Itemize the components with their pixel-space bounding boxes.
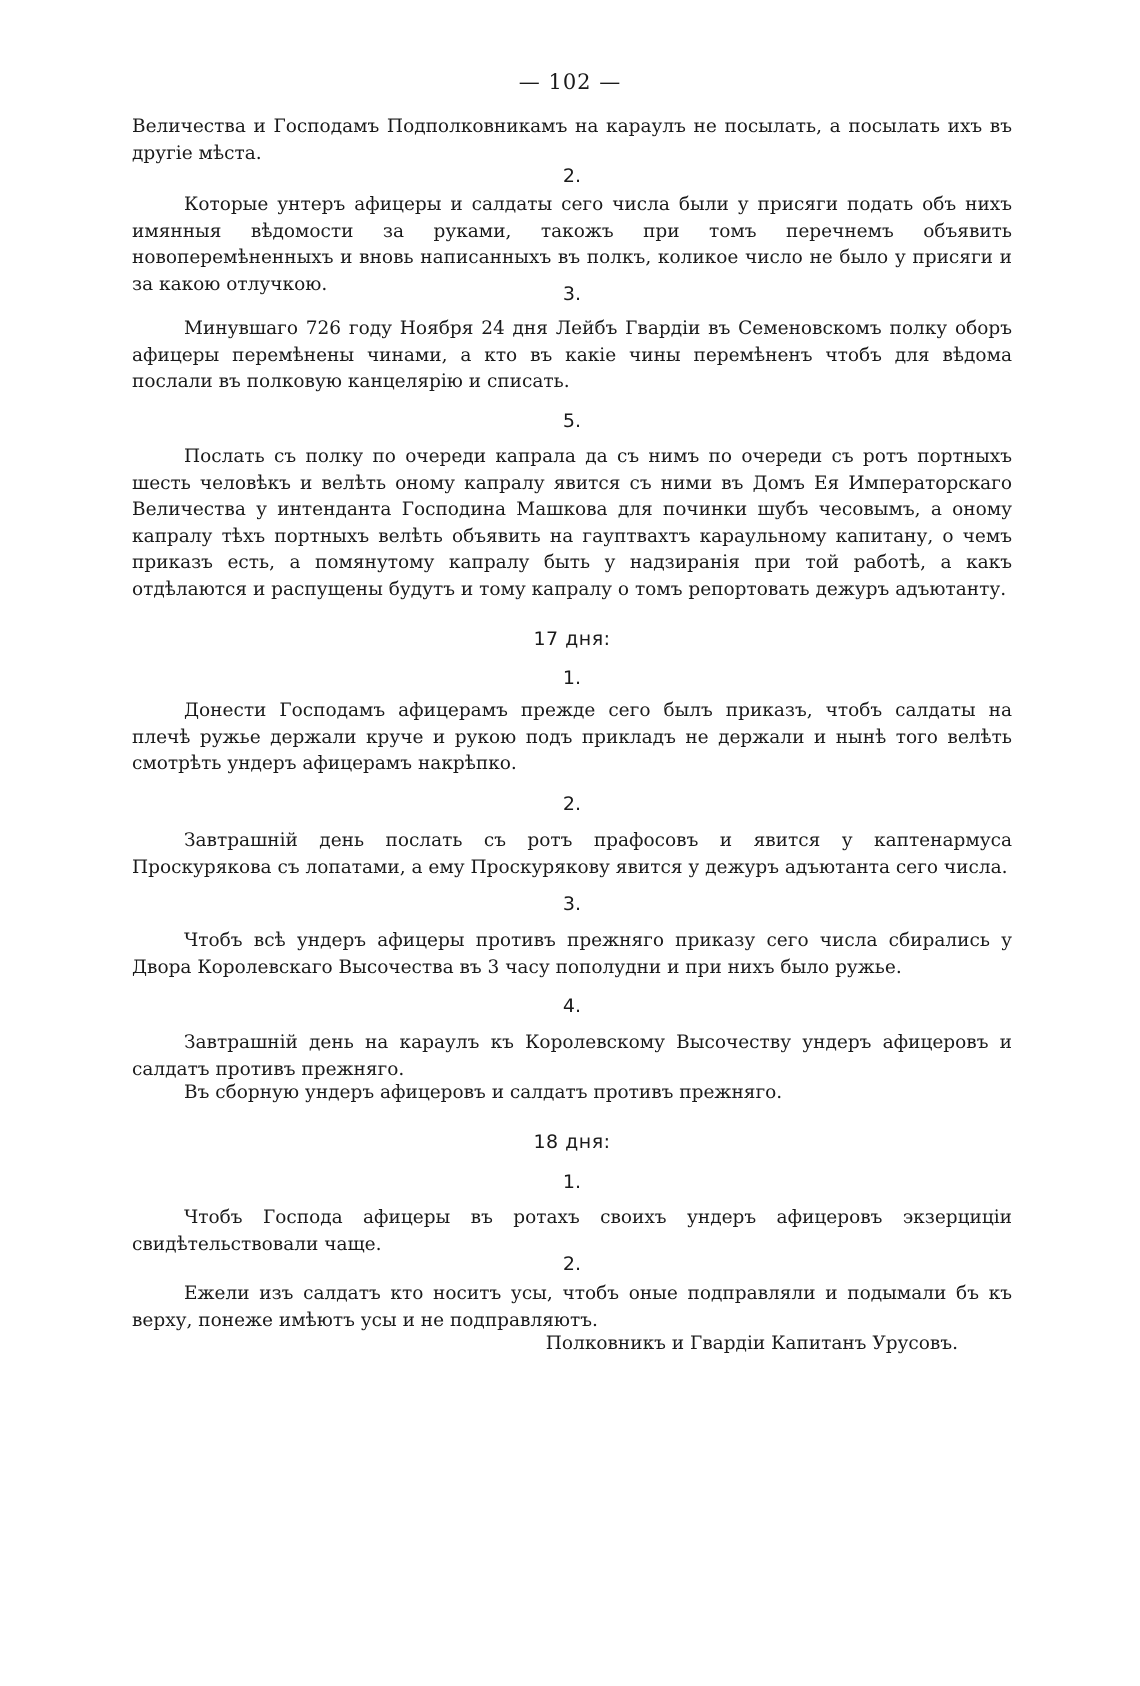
paragraph-continuation: Величества и Господамъ Подполковникамъ на караулъ не посылать, а посылать ихъ въ другіе мѣста. bbox=[132, 116, 1012, 164]
item-number: 2. bbox=[562, 793, 582, 815]
item-number: 1. bbox=[562, 667, 582, 689]
paragraph: Завтрашній день послать съ ротъ прафосовъ и явится у каптенармуса Проскурякова съ лопатами, а ему Проскурякову явится у дежуръ адъютанта сего числа. bbox=[132, 830, 1012, 878]
item-number: 3. bbox=[562, 283, 582, 305]
paragraph: Ежели изъ салдатъ кто носитъ усы, чтобъ оные подправляли и подымали бъ къ верху, понеже имѣютъ усы и не подправляютъ. bbox=[132, 1283, 1012, 1331]
day-heading: 18 дня: bbox=[533, 1131, 611, 1153]
item-number: 2. bbox=[562, 1253, 582, 1275]
item-number: 1. bbox=[562, 1171, 582, 1193]
item-number: 4. bbox=[562, 995, 582, 1017]
paragraph: Которые унтеръ афицеры и салдаты сего числа были у присяги подать объ нихъ имянныя вѣдомости за руками, такожъ при томъ перечнемъ объявить новоперемѣненныхъ и вновь написанныхъ въ полкъ, коликое число не было у присяги и за какою отлучкою. bbox=[132, 194, 1012, 295]
page-number: — 102 — bbox=[518, 70, 622, 94]
paragraph: Донести Господамъ афицерамъ прежде сего былъ приказъ, чтобъ салдаты на плечѣ ружье держали круче и рукою подъ прикладъ не держали и нынѣ того велѣть смотрѣть ундеръ афицерамъ накрѣпко. bbox=[132, 700, 1012, 774]
paragraph: Чтобъ всѣ ундеръ афицеры противъ прежняго приказу сего числа сбирались у Двора Королевскаго Высочества въ 3 часу пополудни и при нихъ было ружье. bbox=[132, 930, 1012, 978]
paragraph: Послать съ полку по очереди капрала да съ нимъ по очереди съ ротъ портныхъ шесть человѣкъ и велѣть оному капралу явится съ ними въ Домъ Ея Императорскаго Величества у интенданта Господина Машкова для починки шубъ чесовымъ, а оному капралу тѣхъ портныхъ велѣть объявить на гауптвахтъ караульному капитану, о чемъ приказъ есть, а помянутому капралу быть у надзиранія при той работѣ, а какъ отдѣлаются и распущены будутъ и тому капралу о томъ репортовать дежуръ адъютанту. bbox=[132, 446, 1012, 600]
item-number: 5. bbox=[562, 410, 582, 432]
paragraph: Въ сборную ундеръ афицеровъ и салдатъ противъ прежняго. bbox=[184, 1082, 783, 1103]
signature-line: Полковникъ и Гвардіи Капитанъ Урусовъ. bbox=[545, 1333, 958, 1354]
paragraph: Завтрашній день на караулъ къ Королевскому Высочеству ундеръ афицеровъ и салдатъ противъ прежняго. bbox=[132, 1032, 1012, 1080]
item-number: 2. bbox=[562, 165, 582, 187]
day-heading: 17 дня: bbox=[533, 628, 611, 650]
item-number: 3. bbox=[562, 893, 582, 915]
paragraph: Минувшаго 726 году Ноября 24 дня Лейбъ Гвардіи въ Семеновскомъ полку оборъ афицеры перемѣнены чинами, а кто въ какіе чины перемѣненъ чтобъ для вѣдома послали въ полковую канцелярію и списать. bbox=[132, 318, 1012, 392]
paragraph: Чтобъ Господа афицеры въ ротахъ своихъ ундеръ афицеровъ экзерциціи свидѣтельствовали чаще. bbox=[132, 1207, 1012, 1255]
